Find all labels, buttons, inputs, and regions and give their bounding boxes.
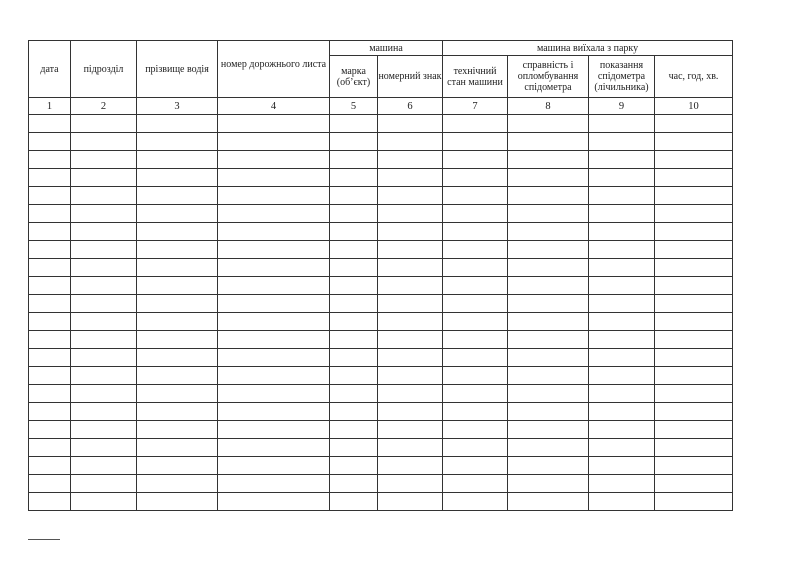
table-cell xyxy=(71,331,137,349)
table-cell xyxy=(330,133,378,151)
table-cell xyxy=(508,169,589,187)
table-cell xyxy=(218,223,330,241)
table-cell xyxy=(655,367,733,385)
table-cell xyxy=(71,259,137,277)
table-cell xyxy=(443,331,508,349)
table-cell xyxy=(71,313,137,331)
table-cell xyxy=(378,277,443,295)
table-cell xyxy=(443,439,508,457)
table-cell xyxy=(378,403,443,421)
header-left-park-group: машина виїхала з парку xyxy=(443,41,733,56)
table-cell xyxy=(589,313,655,331)
table-cell xyxy=(137,439,218,457)
table-cell xyxy=(218,133,330,151)
table-cell xyxy=(443,277,508,295)
table-cell xyxy=(508,241,589,259)
header-speedometer-status: справність і опломбування спідометра xyxy=(508,56,589,98)
table-cell xyxy=(589,187,655,205)
footnote-divider xyxy=(28,539,60,540)
table-cell xyxy=(330,169,378,187)
table-cell xyxy=(29,367,71,385)
table-cell xyxy=(137,475,218,493)
table-cell xyxy=(218,421,330,439)
table-cell xyxy=(137,295,218,313)
table-cell xyxy=(218,457,330,475)
table-cell xyxy=(137,349,218,367)
table-cell xyxy=(508,331,589,349)
table-row xyxy=(29,277,733,295)
table-cell xyxy=(443,115,508,133)
table-cell xyxy=(655,241,733,259)
table-row xyxy=(29,349,733,367)
table-cell xyxy=(137,403,218,421)
table-row xyxy=(29,493,733,511)
table-cell xyxy=(655,259,733,277)
table-cell xyxy=(443,295,508,313)
table-cell xyxy=(218,295,330,313)
header-speedometer-reading: показання спідометра (лічильника) xyxy=(589,56,655,98)
table-cell xyxy=(29,313,71,331)
table-cell xyxy=(71,403,137,421)
table-cell xyxy=(378,241,443,259)
table-cell xyxy=(71,115,137,133)
table-cell xyxy=(137,367,218,385)
table-row xyxy=(29,403,733,421)
table-cell xyxy=(218,169,330,187)
table-cell xyxy=(29,115,71,133)
table-cell xyxy=(589,493,655,511)
header-time: час, год, хв. xyxy=(655,56,733,98)
table-cell xyxy=(71,241,137,259)
table-cell xyxy=(330,241,378,259)
column-number: 10 xyxy=(655,98,733,115)
table-cell xyxy=(443,421,508,439)
table-cell xyxy=(443,313,508,331)
table-cell xyxy=(508,313,589,331)
table-cell xyxy=(218,151,330,169)
table-cell xyxy=(589,115,655,133)
table-cell xyxy=(218,205,330,223)
table-cell xyxy=(218,331,330,349)
table-cell xyxy=(589,475,655,493)
table-cell xyxy=(508,403,589,421)
table-cell xyxy=(655,115,733,133)
table-cell xyxy=(589,421,655,439)
table-cell xyxy=(71,457,137,475)
table-cell xyxy=(443,475,508,493)
table-cell xyxy=(137,313,218,331)
table-cell xyxy=(137,259,218,277)
table-cell xyxy=(443,223,508,241)
table-cell xyxy=(378,331,443,349)
column-number: 4 xyxy=(218,98,330,115)
table-cell xyxy=(71,349,137,367)
table-cell xyxy=(589,403,655,421)
table-row xyxy=(29,223,733,241)
table-cell xyxy=(137,151,218,169)
table-cell xyxy=(330,349,378,367)
table-cell xyxy=(218,367,330,385)
table-cell xyxy=(137,223,218,241)
table-cell xyxy=(443,385,508,403)
table-cell xyxy=(655,475,733,493)
table-cell xyxy=(589,151,655,169)
table-cell xyxy=(589,241,655,259)
header-unit: підрозділ xyxy=(71,41,137,98)
table-cell xyxy=(218,277,330,295)
table-cell xyxy=(655,331,733,349)
column-number: 7 xyxy=(443,98,508,115)
table-cell xyxy=(378,187,443,205)
table-cell xyxy=(29,493,71,511)
table-cell xyxy=(29,457,71,475)
table-cell xyxy=(137,421,218,439)
table-cell xyxy=(330,403,378,421)
table-cell xyxy=(655,457,733,475)
table-cell xyxy=(218,493,330,511)
table-cell xyxy=(29,169,71,187)
table-cell xyxy=(655,223,733,241)
table-cell xyxy=(655,421,733,439)
table-cell xyxy=(443,367,508,385)
table-cell xyxy=(443,133,508,151)
table-row xyxy=(29,169,733,187)
table-cell xyxy=(29,331,71,349)
table-cell xyxy=(443,457,508,475)
column-number: 5 xyxy=(330,98,378,115)
header-row-top xyxy=(29,41,733,56)
table-cell xyxy=(378,493,443,511)
table-cell xyxy=(443,169,508,187)
table-row xyxy=(29,205,733,223)
table-cell xyxy=(137,187,218,205)
header-waybill-number: номер дорожнього листа xyxy=(218,41,330,98)
column-number: 6 xyxy=(378,98,443,115)
table-cell xyxy=(378,367,443,385)
table-cell xyxy=(443,151,508,169)
table-cell xyxy=(655,151,733,169)
header-brand: марка (об’єкт) xyxy=(330,56,378,98)
table-row xyxy=(29,241,733,259)
table-cell xyxy=(330,223,378,241)
table-cell xyxy=(378,457,443,475)
table-cell xyxy=(508,277,589,295)
table-cell xyxy=(71,223,137,241)
table-cell xyxy=(589,439,655,457)
table-cell xyxy=(29,277,71,295)
table-cell xyxy=(71,439,137,457)
table-cell xyxy=(589,205,655,223)
table-cell xyxy=(137,133,218,151)
table-cell xyxy=(137,457,218,475)
table-cell xyxy=(137,493,218,511)
table-row xyxy=(29,457,733,475)
table-cell xyxy=(508,349,589,367)
table-cell xyxy=(655,187,733,205)
table-cell xyxy=(655,439,733,457)
table-cell xyxy=(508,187,589,205)
table-cell xyxy=(378,295,443,313)
table-cell xyxy=(589,385,655,403)
table-cell xyxy=(378,133,443,151)
table-cell xyxy=(218,475,330,493)
table-row xyxy=(29,385,733,403)
table-cell xyxy=(218,259,330,277)
table-cell xyxy=(589,169,655,187)
table-cell xyxy=(655,133,733,151)
table-cell xyxy=(137,169,218,187)
table-cell xyxy=(29,223,71,241)
table-cell xyxy=(218,241,330,259)
table-cell xyxy=(29,151,71,169)
table-cell xyxy=(29,259,71,277)
table-cell xyxy=(443,349,508,367)
table-cell xyxy=(508,133,589,151)
table-cell xyxy=(378,313,443,331)
table-cell xyxy=(330,151,378,169)
table-cell xyxy=(443,259,508,277)
table-cell xyxy=(378,151,443,169)
table-cell xyxy=(330,277,378,295)
table-row xyxy=(29,295,733,313)
table-cell xyxy=(508,259,589,277)
table-row xyxy=(29,259,733,277)
table-cell xyxy=(29,133,71,151)
table-cell xyxy=(508,295,589,313)
table-cell xyxy=(508,367,589,385)
column-number: 1 xyxy=(29,98,71,115)
table-cell xyxy=(137,205,218,223)
table-cell xyxy=(589,457,655,475)
table-cell xyxy=(655,385,733,403)
table-cell xyxy=(330,295,378,313)
column-number: 9 xyxy=(589,98,655,115)
table-cell xyxy=(330,439,378,457)
table-cell xyxy=(29,439,71,457)
table-cell xyxy=(655,277,733,295)
header-tech-condition: технічний стан машини xyxy=(443,56,508,98)
table-cell xyxy=(443,241,508,259)
table-cell xyxy=(508,115,589,133)
table-cell xyxy=(71,133,137,151)
table-cell xyxy=(218,385,330,403)
table-cell xyxy=(655,295,733,313)
table-cell xyxy=(378,439,443,457)
column-number: 3 xyxy=(137,98,218,115)
table-cell xyxy=(29,421,71,439)
table-row xyxy=(29,115,733,133)
table-cell xyxy=(218,349,330,367)
table-cell xyxy=(443,403,508,421)
table-cell xyxy=(137,241,218,259)
table-cell xyxy=(29,349,71,367)
table-cell xyxy=(378,223,443,241)
table-cell xyxy=(655,403,733,421)
table-cell xyxy=(71,367,137,385)
table-cell xyxy=(508,151,589,169)
table-cell xyxy=(508,457,589,475)
table-cell xyxy=(330,493,378,511)
table-cell xyxy=(29,475,71,493)
table-cell xyxy=(330,205,378,223)
table-cell xyxy=(378,349,443,367)
table-cell xyxy=(71,385,137,403)
table-cell xyxy=(71,421,137,439)
table-cell xyxy=(71,295,137,313)
table-cell xyxy=(218,403,330,421)
table-cell xyxy=(655,493,733,511)
table-cell xyxy=(589,259,655,277)
table-cell xyxy=(71,151,137,169)
table-cell xyxy=(71,187,137,205)
table-row xyxy=(29,187,733,205)
table-cell xyxy=(589,349,655,367)
table-cell xyxy=(137,385,218,403)
table-cell xyxy=(71,169,137,187)
table-cell xyxy=(137,277,218,295)
table-cell xyxy=(29,187,71,205)
table-row xyxy=(29,133,733,151)
header-date: дата xyxy=(29,41,71,98)
table-cell xyxy=(589,331,655,349)
column-number-row xyxy=(29,98,733,115)
table-cell xyxy=(71,277,137,295)
table-cell xyxy=(330,115,378,133)
table-cell xyxy=(655,349,733,367)
table-cell xyxy=(589,223,655,241)
table-cell xyxy=(655,169,733,187)
table-cell xyxy=(71,475,137,493)
table-cell xyxy=(29,385,71,403)
table-cell xyxy=(655,205,733,223)
table-cell xyxy=(508,475,589,493)
table-cell xyxy=(443,205,508,223)
table-cell xyxy=(378,115,443,133)
table-cell xyxy=(71,493,137,511)
table-cell xyxy=(137,115,218,133)
table-cell xyxy=(330,385,378,403)
table-cell xyxy=(378,259,443,277)
table-cell xyxy=(508,421,589,439)
table-cell xyxy=(218,313,330,331)
table-row xyxy=(29,475,733,493)
table-cell xyxy=(378,169,443,187)
header-plate-number: номерний знак xyxy=(378,56,443,98)
table-cell xyxy=(218,187,330,205)
table-cell xyxy=(508,439,589,457)
table-cell xyxy=(378,421,443,439)
table-cell xyxy=(330,313,378,331)
table-cell xyxy=(330,475,378,493)
table-cell xyxy=(508,223,589,241)
table-cell xyxy=(218,439,330,457)
header-machine-group: машина xyxy=(330,41,443,56)
column-number: 8 xyxy=(508,98,589,115)
table-cell xyxy=(378,385,443,403)
table-cell xyxy=(655,313,733,331)
table-cell xyxy=(330,259,378,277)
table-cell xyxy=(29,403,71,421)
table-cell xyxy=(29,205,71,223)
table-cell xyxy=(218,115,330,133)
table-cell xyxy=(29,241,71,259)
table-cell xyxy=(378,205,443,223)
table-cell xyxy=(508,493,589,511)
column-number: 2 xyxy=(71,98,137,115)
table-cell xyxy=(137,331,218,349)
table-cell xyxy=(378,475,443,493)
table-cell xyxy=(589,295,655,313)
table-row xyxy=(29,367,733,385)
table-row xyxy=(29,331,733,349)
table-cell xyxy=(443,493,508,511)
table-cell xyxy=(330,187,378,205)
table-cell xyxy=(508,385,589,403)
table-cell xyxy=(330,331,378,349)
table-row xyxy=(29,313,733,331)
table-cell xyxy=(508,205,589,223)
header-driver-surname: прізвище водія xyxy=(137,41,218,98)
table-cell xyxy=(589,277,655,295)
table-cell xyxy=(330,457,378,475)
table-cell xyxy=(330,421,378,439)
table-cell xyxy=(330,367,378,385)
table-row xyxy=(29,439,733,457)
table-cell xyxy=(443,187,508,205)
table-row xyxy=(29,421,733,439)
table-cell xyxy=(589,133,655,151)
vehicle-departure-log-table xyxy=(28,40,733,511)
table-cell xyxy=(29,295,71,313)
table-cell xyxy=(71,205,137,223)
table-cell xyxy=(589,367,655,385)
table-row xyxy=(29,151,733,169)
